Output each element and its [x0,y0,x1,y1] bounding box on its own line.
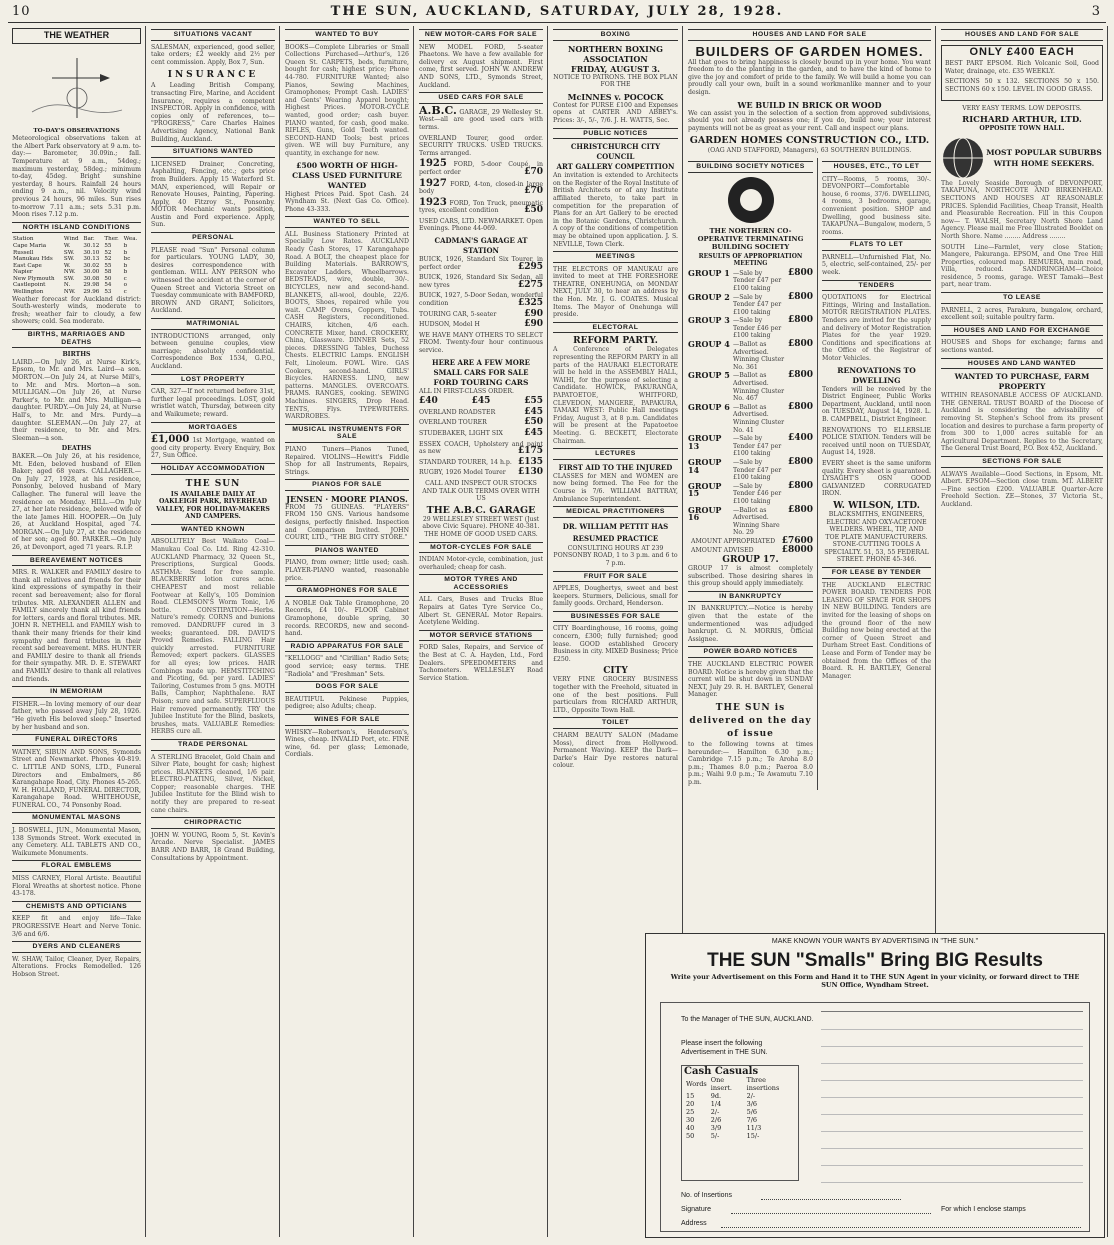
wanted-known-heading: WANTED KNOWN [151,524,275,536]
first-aid-title: FIRST AID TO THE INJURED [558,462,673,472]
insurance-text: A Leading British Company, transacting Fire, Marine, and Accident Insurance, requires a competent INSPECTOR. Apply in confidence, with copies only of references, to— "PROGRESS," Care Charles Haines Advertising Agency, National Bank Building, Auckland. [151,82,275,143]
motor-service-heading: MOTOR SERVICE STATIONS [419,630,543,642]
trade-personal-text: A STERLING Bracelet, Gold Chain and Silver Plate, bought for cash; highest prices. BLANKETS cleaned, 1/6 pair. ELECTRO-PLATING, Silver, Nickel, Copper; reasonable charges. THE Jubilee Institute for the Blind wish to notify they are prepared to re-seat cane chairs. [151,753,275,814]
cash-head-three: Three insertions [746,1076,780,1092]
cadmans-price-3: £325 [517,298,543,309]
car-3-price: £50 [524,205,543,216]
to-lease-heading: TO LEASE [941,292,1103,304]
business-heading: BUSINESSES FOR SALE [553,611,678,623]
please-insert: Please insert the following Advertisement in THE SUN. [681,1040,768,1056]
deaths-text: BAKER.—On July 26, at his residence, Mt. Eden, beloved husband of Ellen Baker; aged 68 years. CALLAGHER.—On July 27, 1928, at his residence, Ponsonby, beloved husband of Mary Callagher. The funeral will leave the residence on Monday. HILL.—On July 27, at her late residence, beloved wife of the late James Hill. HOOPER.—On July 26, at Auckland Hospital, aged 74. MORGAN.—On July 27, at the residence of her son; aged 80. PARKER.—On July 26, at Devonport, aged 71 years. R.I.P. [12,452,141,552]
weather-text: Meteorological observations taken at the Albert Park observatory at 9 a.m. to-day:— Barometer, 30.09in.; fall. Temperature at 9 a.m., 54deg.; maximum yesterday, 58deg.; minimum to-day, 45deg. Bright sunshine yesterday, 8 hours. Rainfall 24 hours ending 9 a.m., nil. Velocity wind previous 24 hours, 96 miles. Sun rises to-morrow 7.11 a.m.; sets 5.31 p.m. Moon rises 7.12 p.m. [12,135,141,219]
wanted-to-buy-text: BOOKS—Complete Libraries or Small Collections Purchased—Arthur's, 126 Queen St. CARPETS, beds, furniture, bought for cash; highest price; Phone 44-780. FURNITURE Wanted; also Pianos, Sewing Machines, Gramophones; Prompt Cash. LADIES' and Gents' Wearing Apparel bought; Highest Prices. MOTOR-CYCLE wanted, good order; cash buyer. PIANO wanted, for cash, good make. RIFLES, Guns, Gold Teeth wanted. SECOND-HAND Tools; best prices given. WE will buy Furniture, any quantity, in exchange for new. [285,43,409,157]
cadmans-footer: WE HAVE MANY OTHERS TO SELECT FROM. Twenty-four hour continuous service. [419,331,543,354]
car-1-price: £70 [524,166,543,177]
forecast-text: Weather forecast for Auckland district: South-westerly winds, moderate to fresh; weather fair to cloudy, a few showers; cold. Sea moderate. [12,295,141,326]
personal-text: PLEASE read "Sun" Personal column for particulars. YOUNG LADY, 30, desires correspondence with gentleman. WILL ANY PERSON who witnessed the accident at the corner of Queen Street and Victoria Street on Tuesday communicate with BAMFORD, BROWN AND GRANT, Solicitors, Auckland. [151,246,276,315]
masthead-title: THE SUN, AUCKLAND, SATURDAY, JULY 28, 1928. [330,4,784,19]
brick-wood-title: WE BUILD IN BRICK OR WOOD [737,99,882,110]
motor-tyres-text: ALL Cars, Buses and Trucks Blue Repairs at Gates Tyre Service Co., Albert St. GENERAL Motor Repairs. Acetylene Welding. [419,596,543,627]
small-price-6: £45 [524,427,543,438]
cash-cell: 5/6 [746,1108,758,1116]
wines-text: WHISKY—Robertson's, Henderson's, Wines, cheap. INVALID Port, etc. FINE wine, 6d. per glass; Lemonade, Cordials. [285,728,409,759]
fruit-text: APPLES, Doughertys, sweet and best keepers. Sturmers, Delicious, small for family goods. Orchard, Henderson. [553,585,678,608]
matrimonial-text: INTRODUCTIONS arranged, only between genuine couples, view marriage; absolutely confidential. Correspondence Box 1534, G.P.O., Auckland. [151,332,275,370]
chiropractic-text: JOHN W. YOUNG, Room 5, St. Kevin's Arcade. Nerve Specialist. JAMES BARR AND BARR, 18 Grand Building, Consultations by Appointment. [151,831,275,862]
address-label: Address [681,1220,707,1227]
group-16: GROUP 16 —Ballot as Advertised. Winning Share No. 29 £800 [688,504,813,537]
sections-sale-heading: SECTIONS FOR SALE [941,456,1103,468]
group-15: GROUP 15 —Sale by Tender £46 per £100 taking £800 [688,480,813,505]
musical-text: PIANO Tuners—Pianos Tuned, Repaired. VIOLINS—Hewitt's Fiddle Shop for all Instruments, Repairs, Strings. [285,445,409,476]
cash-head-words: Words [686,1080,707,1088]
dr-pettit: DR. WILLIAM PETTIT HAS RESUMED PRACTICE [562,521,669,543]
group-3: GROUP 3 —Sale by Tender £46 per £100 taking £800 [688,315,813,340]
matrimonial-heading: MATRIMONIAL [151,318,275,330]
nba-title: NORTHERN BOXING ASSOCIATION [568,43,663,64]
only-text: BEST PART EPSOM. Rich Volcanic Soil, Good Water, drainage, etc. £35 WEEKLY. [945,60,1099,75]
results-title: RESULTS OF APPROPRIATION MEETING [698,252,803,268]
cash-rates [684,1076,796,1140]
subcol-right [818,158,931,790]
cash-cell: 50 [686,1132,695,1140]
group-13: GROUP 13 —Sale by Tender £47 per £100 taking £400 [688,433,813,458]
cash-cell: 2/- [746,1092,756,1100]
houses-land-heading-2: HOUSES AND LAND FOR SALE [941,29,1103,41]
wanted-known-text: ABSOLUTELY Best Waikato Coal—Manukau Coal Co. Ltd. Ring 42-310. AUCKLAND Pharmacy, 32 Queen St., Prescriptions, Surgical Goods. ASTHMA: Send for free sample. BLACKBERRY lotion cures acne. CHEAPEST and most reliable Footwear at Kelly's, 105 Dominion Road. CLEMSON'S Worm Tonic, 1/6 bottle. CONSTIPATION—Herbs. Nature's remedy. CORNS and bunions removed. DANDRUFF cured in 3 weeks; guaranteed. DR. DAVID'S Proved Remedies. FALLING Hair quickly arrested. FURNITURE Removed; expert packers. GLASSES for all eyes; low prices. HAIR Combings made up. HEMSTITCHING and Picoting, 6d. per yard. LADIES' Tailoring, Costumes from 5 gns. MOTH Balls, Camphor, Naphthalene. RAT Poison; sure and safe. SUPERFLUOUS Hair removed permanently. TRY the Jubilee Institute for the Blind, baskets, brushes, mats. VALUABLE Remedies: HERBS cure all. [151,538,275,736]
wanted-to-sell-text: ALL Business Stationery Printed at Specially Low Rates. AUCKLAND Ready Cash Stores, 17 Karangahape Road. A BOLT, the cheapest place for Building Materials. BARROW'S, Excavator Ladders, Wheelbarrows. BEDSTEADS, wire, double, 30/-. BICYCLES, new and second-hand. BLANKETS, all-wool, double, 22/6. BOOTS, Shoes, repaired while you wait. CAMP Ovens, Coppers, Tubs. CASH Registers, reconditioned. CHAIRS, kitchen, 4/6 each. CONCRETE Mixer, hand. CROCKERY, China, Glassware. DINNER Sets, 52 pieces. DRESSING Tables, Duchess Chests. ELECTRIC Lamps. ENGLISH Felt, Linoleum. FOWL Wire. GAS Cookers, second-hand. GIRLS' Bicycles. HARNESS. LINO, new patterns. MANGLES. OVERCOATS. PRAMS. RANGES, cooking. SEWING Machines. SINGERS, Drop Head. TENTS, Flys. TYPEWRITERS. WARDROBES. [285,230,409,421]
chiropractic-heading: CHIROPRACTIC [151,817,275,829]
power-board-text: THE AUCKLAND ELECTRIC POWER BOARD. Notice is hereby given that the current will be shut down in SUNDAY NEXT, July 29. R. H. BARTLEY, General Manager. [688,661,813,699]
cash-casuals-table [681,1065,799,1181]
cadmans-row-4: TOURING CAR, 5-seater £90 [419,308,543,319]
sun-delivered-text: to the following towns at times hereunder:— Hamilton 6.30 p.m.; Cambridge 7.15 p.m.; Te Aroha 8.0 p.m.; Thames 8.0 p.m.; Paeroa 8.0 p.m.; Waihi 9.0 p.m.; Te Awamutu 7.10 p.m. [688,741,813,786]
cadmans-price-5: £90 [524,319,543,330]
to-lease-text: PARNELL, 2 acres, Parakura, bungalow, orchard, excellent soil; suitable poultry farm. [941,306,1103,322]
motor-tyres-heading: MOTOR TYRES AND ACCESSORIES [419,574,543,593]
holiday-heading: HOLIDAY ACCOMMODATION [151,463,275,475]
personal-heading: PERSONAL [151,232,275,244]
page-number-right: 3 [1091,4,1100,19]
new-motor-cars-heading: NEW MOTOR-CARS FOR SALE [419,29,543,41]
coupon-form[interactable] [660,1002,1090,1232]
globe-icon [941,136,985,180]
bereavement-heading: BEREAVEMENT NOTICES [12,555,141,567]
toilet-heading: TOILET [553,717,678,729]
electoral-heading: ELECTORAL [553,322,678,334]
exchange-text: HOUSES and Shops for exchange; farms and sections wanted. [941,339,1103,355]
mortgage-ad: £1,000 1st Mortgage, wanted on good city property. Every Enquiry, Box 27, Sun Office. [151,434,275,460]
car-1-year: 1925 [419,158,447,170]
small-car-2: OVERLAND ROADSTER £45 [419,406,543,417]
weather-vane-icon [12,48,142,122]
cash-cell: 2/6 [710,1116,722,1124]
coupon-subtitle: Write your Advertisement on this Form and Hand it to THE SUN Agent in your vicinity, or forward direct to THE SUN Office, Wyndham Street. [670,973,1080,989]
group-2: GROUP 2 —Sale by Tender £47 per £100 taking £800 [688,291,813,316]
pianos-heading: PIANOS FOR SALE [285,479,409,491]
cadmans-row-3: BUICK, 1927, 5-Door Sedan, wonderful condition £325 [419,292,543,309]
dyers-heading: DYERS AND CLEANERS [12,941,141,953]
sun-delivered-title: THE SUN is delivered on the day of issue [689,703,812,739]
ford-title: FORD TOURING CARS [433,377,529,387]
amount-appropriated: AMOUNT APPROPRIATED £7600 [691,535,813,546]
wines-heading: WINES FOR SALE [285,714,409,726]
coupon-writing-grid[interactable] [821,1011,1083,1181]
cadmans-row-5: HUDSON, Model H £90 [419,319,543,330]
small-price-8: £135 [517,456,543,467]
tenders-text: QUOTATIONS for Electrical Fittings, Wiring and Installation. MOTOR REGISTRATION PLATES. Tenders are invited for the supply and delivery of Motor Registration Plates for the year 1929. Conditions and specifications at the Office of the Registrar of Motor Vehicles. [822,294,931,362]
group-1: GROUP 1 —Sale by Tender £47 per £100 taking £800 [688,267,813,292]
exchange-heading: HOUSES AND LAND FOR EXCHANGE [941,325,1103,337]
boxing-notice: NOTICE TO PATRONS. THE BOX PLAN FOR THE [553,73,678,89]
reform-title: REFORM PARTY. [573,336,658,347]
monumental-text: J. BOSWELL, JUN., Monumental Mason, 138 Symonds Street. Work executed in any Cemetery. ALL TABLETS AND CO., Waikumete Monuments. [12,827,141,857]
small-price-5: £50 [524,417,543,428]
houses-to-let-heading: HOUSES, ETC., TO LET [822,161,931,173]
wanted-situations-text: LICENSED Drainer, Concreting, Asphalting, Fencing, etc.; gets price from Builders. Apply 15 Waterford St. MAN, experienced, will Repair or Renovate Houses, Painting, Papering. Apply, 40 Fitzroy St., Ponsonby. MOTOR Mechanic wants position, Austin and Ford experience. Apply, Sun. [151,160,275,229]
masthead-rule [8,22,1106,23]
northern-society-logo-icon [728,177,774,223]
group-17-text: GROUP 17 is almost completely subscribed. Those desiring shares in this group should apply immediately. [688,565,813,588]
meetings-text: THE ELECTORS OF MANUKAU are invited to meet at THE FORESHORE THEATRE, ONEHUNGA, on MONDAY NEXT, JULY 30, to hear an address by the Hon. Mr. J. G. COATES. Musical Items. The Mayor of Onehunga will preside. [553,265,678,319]
insertions-label: No. of Insertions [681,1192,732,1199]
builders-text: All that goes to bring happiness is closely bound up in your home. You want freedom to do the planting in the garden, and to have the kind of home to give the joy and comfort of pride to the family. We will build a home you can proudly call your own, built in a sound workmanlike manner and to your design. [688,58,931,96]
only-box [941,45,1103,101]
chemists-heading: CHEMISTS AND OPTICIANS [12,901,141,913]
car-3: 1923 FORD, Ton Truck, pneumatic tyres, excellent condition £50 [419,196,543,216]
flats-heading: FLATS TO LET [822,239,931,251]
garden-co-address: (OAG AND STAFFORD, Managers), 63 SOUTHERN BUILDINGS. [707,147,912,155]
todays-observations-heading: TO-DAY'S OBSERVATIONS [33,127,120,134]
new-motor-text: NEW MODEL FORD, 5-seater Phaetons. We have a few available for delivery ex August shipment. First come, first served. JOHN W. ANDREW AND SONS, LTD., Symonds Street, Auckland. [419,43,543,89]
houses-to-let-text: CITY—Rooms, 5 rooms, 30/-. DEVONPORT—Comfortable house, 6 rooms, 37/6. DWELLING, 4 rooms, 3 bedrooms, garage, convenient position. SHOP and Dwelling, good business site. TAKAPUNA—Bungalow, modern, 5 rooms. [822,175,931,236]
observations-table: Station Wind Bar. Ther. Wea. Cape Maria W. 30.12 55 b Russell SW. 30.10 52 b Manukau Hds SW. 30.13 52 bc East Cape W. 30.02 55 b Napier NW. 30.00 58 b New Plymouth SW. 30.08 50 c Castlepoint N. 29.98 54 o Wellington NW. 29.96 53 c [13,236,138,296]
meetings-heading: MEETINGS [553,251,678,263]
two-subcols [688,158,931,790]
suburbs-row [941,136,1103,180]
group-14: GROUP 14 —Sale by Tender £47 per £100 taking £800 [688,456,813,482]
building-society-heading: BUILDING SOCIETY NOTICES [688,161,813,173]
car-1: 1925 FORD, 5-door Coupé, in perfect order £70 [419,158,544,177]
masthead [0,2,1114,20]
cash-cell: 9d. [710,1092,722,1100]
bankruptcy-heading: IN BANKRUPTCY [688,591,813,603]
houses-land-heading: HOUSES AND LAND FOR SALE [688,29,931,41]
enclose-label: For which I enclose stamps [941,1206,1026,1213]
richard-arthur-title: RICHARD ARTHUR, LTD. [962,115,1082,126]
mortgages-heading: MORTGAGES [151,422,275,434]
garden-co-title: GARDEN HOMES CONSTRUCTION CO., LTD. [689,135,930,147]
public-notices-heading: PUBLIC NOTICES [553,128,678,140]
here-are-title: HERE ARE A FEW MORE SMALL CARS FOR SALE [431,357,531,377]
bankruptcy-text: IN BANKRUPTCY.—Notice is hereby given that the estate of the undermentioned was adjudged bankrupt. G. N. MORRIS, Official Assignee. [688,605,813,643]
births-text: LAIRD.—On July 26, at Nurse Kirk's, Epsom, to Mr. and Mrs. Laird—a son. MORTON.—On July 24, at Nurse Mill's, to Mr. and Mrs. Morton—a son. MULLIGAN.—On July 26, at Nurse Parker's, to Mr. and Mrs. Mulligan—a daughter. PURDY.—On July 24, at Nurse Hall's, to Mr. and Mrs. Purdy—a daughter. SLEEMAN.—On July 27, at their residence, to Mr. and Mrs. Sleeman—a son. [12,358,141,442]
wanted-to-sell-heading: WANTED TO SELL [285,216,409,228]
column-1 [8,26,146,1237]
in-memoriam-heading: IN MEMORIAM [12,686,141,698]
used-cars-text: OVERLAND Tourer, good order. SECURITY TRUCKS. USED TRUCKS. Terms arranged. [419,134,543,157]
cash-cell: 20 [686,1100,695,1108]
cash-cell: 30 [686,1116,695,1124]
christchurch-title: CHRISTCHURCH CITY COUNCIL [570,142,661,162]
trade-personal-heading: TRADE PERSONAL [151,739,275,751]
motor-service-text: FORD Sales, Repairs, and Service of the Best at C. A. Hayden, Ltd., Ford Dealers. SPEEDOMETERS and Tachometers. WELLESLEY Road Service Station. [419,644,543,682]
pianos-text: FROM 75 GUINEAS. "PLAYERS" FROM 150 GNS. Various handsome designs, perfectly finished. Inspection and Comparison Invited. JOHN COURT, LTD., "THE BIG CITY STORE." [285,503,409,542]
small-car-3: OVERLAND TOURER £50 [419,417,543,428]
group-4: GROUP 4 —Ballot as Advertised. Winning Cluster No. 361 £800 [688,339,813,371]
dogs-heading: DOGS FOR SALE [285,681,409,693]
wilson-text: BLACKSMITHS, ENGINEERS, ELECTRIC AND OXY-ACETONE WELDERS. WHEEL, TIP, AND TOE PLATE MANUFACTURERS. STONE-CUTTING TOOLS A SPECIALTY. 51, 53, 55 FEDERAL STREET. PHONE 45-346. [824,510,929,564]
column-4 [415,26,548,1237]
small-prices-row [419,398,543,406]
cash-cell: 40 [686,1124,695,1132]
dyers-text: W. SHAW, Tailor, Cleaner, Dyer, Repairs, Alterations. Frocks Remodelled. 126 Hobson Street. [12,955,141,978]
south-line-text: SOUTH Line—Farmlet, very close Station; Mangere, Pakuranga. EPSOM, and One Tree Hill Properties, coloured map. REMUERA, main road, Villa, reduced. SANDRINGHAM—Choice residence, 5 rooms, garage. WEST Tamaki—Best part, near tram. [941,243,1103,289]
farm-wanted-text: WITHIN REASONABLE ACCESS OF AUCKLAND. THE GENERAL TRUST BOARD of the Diocese of Auckland is considering the advisability of removing St. Stephen's School from its present location and desires to purchase a farm property of from 300 to 1,000 acres suitable for an Agricultural Department. Replies to the Secretary, The General Trust Board, P.O. Box 452, Auckland. [941,392,1103,453]
used-cars-note: USED CARS, LTD. NEWMARKET. Open Evenings. Phone 44-069. [419,217,543,233]
builders-title: BUILDERS OF GARDEN HOMES. [695,43,924,59]
sun-smalls-coupon [645,933,1105,1238]
small-price-2: £45 [471,396,491,407]
small-car-4: STUDEBAKER, LIGHT SIX £45 [419,427,543,438]
power-board-heading: POWER BOARD NOTICES [688,646,813,658]
lectures-heading: LECTURES [553,448,678,460]
medical-heading: MEDICAL PRACTITIONERS [553,506,678,518]
small-car-1: ALL IN FIRST-CLASS ORDER. [419,387,515,395]
page-number-left: 10 [12,4,31,19]
bmd-heading: BIRTHS, MARRIAGES AND DEATHS [12,329,141,348]
small-price-4: £45 [524,406,543,417]
wanted-to-buy-heading: WANTED TO BUY [285,29,409,41]
lease-text: THE AUCKLAND ELECTRIC POWER BOARD. TENDERS FOR LEASING OF SPACE FOR SHOPS IN NEW BUILDING. Tenders are invited for the leasing of shops on the ground floor of the new Building now being erected at the corner of Queen Street and Durham Street East. Conditions of Lease and Form of Tender may be obtained from the Offices of the Board. R. H. BARTLEY, General Manager. [822,581,931,680]
north-island-heading: NORTH ISLAND CONDITIONS [12,222,141,234]
car-2: 1927 FORD, 4-ton, closed-in large body £70 [419,177,544,197]
group-17-title: GROUP 17. [722,555,779,566]
mortgage-amount: £1,000 [151,434,190,446]
boxing-heading: BOXING [553,29,678,41]
boxing-date: FRIDAY, AUGUST 3. [571,63,660,74]
cash-cell: 15 [686,1092,695,1100]
car-2-price: £70 [524,186,543,197]
dogs-text: BEAUTIFUL Pekinese Puppies, pedigree; also Adults; cheap. [285,695,409,711]
suburbs-title: MOST POPULAR SUBURBS WITH HOME SEEKERS. [986,147,1102,168]
situations-wanted-heading: SITUATIONS WANTED [151,146,275,158]
art-text: An invitation is extended to Architects on the Register of the Royal Institute of British Architects or of any Institute affiliated thereto, to take part in competition for the preparation of Plans for an Art Gallery to be erected in the Botanic Gardens, Christchurch. A copy of the conditions of competition may be obtained upon application. J. S. NEVILLE, Town Clerk. [553,172,678,248]
cadmans-price-4: £90 [524,308,543,319]
abc-ad: A.B.C. GARAGE, 29 Wellesley St. West—all are good used cars with terms. [419,103,543,131]
renovations-2-text: RENOVATIONS TO ELLERSLIE POLICE STATION. Tenders will be received until noon on TUESDAY, August 14, 1928. [822,426,931,457]
cash-cell: 11/3 [746,1124,762,1132]
signature-label: Signature [681,1206,711,1213]
furniture-text: Highest Prices Paid. Spot Cash. 24 Wyndham St. (Next Gas Co. Office). Phone 43-333. [285,190,409,213]
cadmans-row-2: BUICK, 1926, Standard Six Sedan, all new tyres £275 [419,274,543,290]
fruit-heading: FRUIT FOR SALE [553,571,678,583]
abc-title: A.B.C. [419,103,457,117]
suburbs-text: The Lovely Seaside Borough of DEVONPORT, TAKAPUNA, NORTHCOTE AND BIRKENHEAD. SECTIONS AND HOUSES AT REASONABLE PRICES. Splendid Facilities, Cheap Transit, Health and Pleasurable Recreation. Fill in this Coupon now— T. WALSH, Secretary North Shore Land Agency. Please mail me Free Illustrated Booklet on North Shore. Name ........ Address ........ [941,179,1103,240]
pianos-wanted-heading: PIANOS WANTED [285,545,409,557]
abc-garage-text: 29 WELLESLEY STREET WEST (Just above Civic Square). PHONE 40-381. THE HOME OF GOOD USED CARS. [422,515,540,538]
first-aid-text: CLASSES for MEN and WOMEN are now being formed. The Fee for the Course is 7/6. WILLIAM BATTRAY, Ambulance Superintendent. [553,472,678,503]
city-text: VERY FINE GROCERY BUSINESS together with the Freehold, situated in one of the best positions. Full particulars from RICHARD ARTHUR, LTD., Opposite Town Hall. [553,676,678,714]
jensen-title: JENSEN · MOORE PIANOS. [286,493,408,504]
sections-list: SECTIONS 50 x 132. SECTIONS 50 x 150. SECTIONS 60 x 150. LEVEL IN GOOD GRASS. [945,78,1099,93]
dr-text: CONSULTING HOURS AT 239 PONSONBY ROAD, 1 to 3 p.m. and 6 to 7 p.m. [553,544,678,567]
small-price-3: £55 [524,396,543,407]
coupon-headline: THE SUN "Smalls" Bring BIG Results [707,950,1043,971]
small-car-6: STANDARD TOURER, 14 h.p. £135 [419,456,543,467]
reform-text: A Conference of Delegates representing the REFORM PARTY in all parts of the HAURAKI ELECTORATE will be held in the ASSEMBLY HALL, WAIHI, for the purpose of selecting a Candidate. HOWICK, PAKURANGA, PAPATOETOE, WHITFORD, CLEVEDON, MANGERE, PAPAKURA, TAMAKI WEST: Public Hall meetings Friday, August 3, at 8 p.m. Candidates will be present at the Papatoetoe Meeting. G. BECKETT, Electorate Chairman. [553,346,678,445]
boxing-bout: McINNES v. POCOCK [567,91,664,102]
small-car-5: ESSEX COACH, Upholstery and paint as new £175 [419,440,543,457]
motor-cycles-text: INDIAN Motor-cycle, combination, just overhauled; cheap for cash. [419,556,543,571]
small-price-9: £130 [517,467,543,478]
lost-property-heading: LOST PROPERTY [151,374,275,386]
cadmans-row-1: BUICK, 1926, Standard Six Tourer, in perfect order £295 [419,256,543,272]
vacant-ad-1: SALESMAN, experienced, good seller, take orders; £2 weekly and 2½ per cent commission. Apply, Box 7, Sun. [151,43,275,66]
cash-head-one: One insert. [710,1076,732,1092]
cash-cell: 3/9 [710,1124,722,1132]
weather-heading: THE WEATHER [12,28,141,44]
births-heading: BIRTHS [62,351,91,359]
insurance-heading: INSURANCE [167,70,259,81]
cash-cell: 1/4 [710,1100,722,1108]
cash-cell: 2/- [710,1108,720,1116]
lysaght-text: EVERY sheet is the same uniform quality. Every sheet is guaranteed. LYSAGHT'S OSN GOOD GALVANIZED CORRUGATED IRON. [822,459,931,498]
funeral-text: WATNEY, SIBUN AND SONS, Symonds Street and Newmarket. Phones 40-819. C. LITTLE AND SONS, LTD., Funeral Directors and Embalmers, 86 Karangahape Road, City. Phones 45-265. W. H. HOLLAND, FUNERAL DIRECTOR, Karangahape Road. WHITEHOUSE, FUNERAL CO., 74 Ponsonby Road. [12,748,141,809]
to-manager: To the Manager of THE SUN, AUCKLAND. [681,1016,814,1023]
deaths-heading: DEATHS [61,445,92,453]
pianos-wanted-text: PIANO, from owner; little used; cash. PLAYER-PIANO wanted, reasonable price. [285,559,409,582]
tenders-heading: TENDERS [822,280,931,292]
musical-heading: MUSICAL INSTRUMENTS FOR SALE [285,424,409,443]
brick-wood-text: We can assist you in the selection of a section from approved subdivisions, should you not already possess one; if you do, build now; your interest payments will not be as great as your rent. Call and inspect our plans. [688,109,931,132]
cadmans-price-1: £295 [517,261,543,272]
cash-cell: 5/- [710,1132,720,1140]
art-title: ART GALLERY COMPETITION [556,162,675,172]
group-5: GROUP 5 —Ballot as Advertised. Winning Cluster No. 467 £800 [688,370,813,403]
memoriam-text: FISHER.—In loving memory of our dear father, who passed away July 28, 1926. "He giveth His beloved sleep." Inserted by her husband and son. [12,700,141,731]
boxing-text: Contest for PURSE £100 and Expenses opens at CARTER AND ABBEY's. Prices: 3/-, 5/-, 7/6. J. H. WATTS, Sec. [553,101,678,124]
only-price: ONLY £400 EACH [969,45,1075,58]
toilet-text: CHARM BEAUTY SALON (Madame Moss), direct from Hollywood. Permanent Waving. KEEP the Dark—Darke's Hair Dye restores natural colour. [553,732,678,770]
situations-vacant-heading: SITUATIONS VACANT [151,29,275,41]
business-text: CITY Boardinghouse, 16 rooms, going concern, £300; fully furnished; good lease. GOOD established Grocery Business in city. MIXED Business; Price £250. [553,625,678,663]
abc-garage-title: THE A.B.C. GARAGE [426,504,536,516]
cash-casuals-title: Cash Casuals [684,1066,759,1077]
cadmans-title: CADMAN'S GARAGE AT STATION [434,236,528,256]
renovations-text: Tenders will be received by the District Engineer, Public Works Department, Auckland, until noon on TUESDAY, August 14, 1928. L. B. CAMPBELL, District Engineer. [822,385,931,423]
column-2 [147,26,280,1237]
weather-illustration [12,48,141,122]
easy-terms-text: VERY EASY TERMS. LOW DEPOSITS. [962,104,1082,112]
opposite-town-hall: OPPOSITE TOWN HALL. [979,125,1065,133]
motor-cycles-heading: MOTOR-CYCLES FOR SALE [419,542,543,554]
gramophones-text: A NOBLE Oak Table Gramophone, 20 Records, £4 10/-. FLOOR Cabinet Gramophone, double spring, 30 records. RECORDS, new and second-hand. [285,599,409,638]
furniture-wanted: £500 WORTH OF HIGH-CLASS USED FURNITURE WANTED [292,160,402,190]
wilson-title: W. WILSON, LTD. [833,500,920,511]
column-3 [281,26,414,1237]
bereavement-text: MRS. R. WALKER and FAMILY desire to thank all relatives and friends for their kind expressions of sympathy in their recent sad bereavement; also for floral tributes. MR. ALEXANDER ALLEN and FAMILY sincerely thank all kind friends for letters, cards and floral tributes. MR. JOHN R. NETHELL and FAMILY wish to thank their many friends for their kind sympathy and floral tributes in their recent sad bereavement. MRS. HUNTER and FAMILY desire to thank all friends for their sympathy. MR. D. E. STEWART and FAMILY desire to thank all relatives and friends. [12,569,141,683]
car-3-year: 1923 [419,196,447,208]
insertions-field[interactable] [761,1199,901,1200]
used-cars-heading: USED CARS FOR SALE [419,92,543,104]
radio-heading: RADIO APPARATUS FOR SALE [285,641,409,653]
sections-sale-text: ALWAYS Available—Good Sections, in Epsom, Mt. Albert. EPSOM—Section close tram. MT. ALBERT—Fine section £200. VALUABLE Quarter-Acre Freehold Section. ZE—Stones, 37 Victoria St., Auckland. [941,470,1103,508]
small-price-1: £40 [419,396,438,407]
cash-cell: 25 [686,1108,695,1116]
northern-title: THE NORTHERN CO-OPERATIVE TERMINATING BUILDING SOCIETY [697,226,804,251]
group-6: GROUP 6 —Ballot as Advertised. Winning Cluster No. 41 £800 [688,401,813,434]
lost-text: CAR, 327—If not returned before 31st, further legal proceedings. LOST, gold wristlet watch, Thursday, between city and Waikumete; reward. [151,388,275,418]
floral-heading: FLORAL EMBLEMS [12,860,141,872]
small-car-7: RUGBY, 1926 Model Tourer £130 [419,467,543,478]
call-inspect: CALL AND INSPECT OUR STOCKS AND TALK OUR TERMS OVER WITH US [422,479,540,503]
cash-cell: 7/6 [746,1116,758,1124]
floral-text: MISS CARNEY, Floral Artiste. Beautiful Floral Wreaths at shortest notice. Phone 43-178. [12,875,141,898]
city-title: CITY [603,666,628,677]
cash-cell: 3/6 [746,1100,758,1108]
gramophones-heading: GRAMOPHONES FOR SALE [285,585,409,597]
flats-text: PARNELL—Unfurnished Flat, No. 5, electric, self-contained, 25/- per week. [822,253,931,277]
land-wanted-heading: HOUSES AND LAND WANTED [941,358,1103,370]
subcol-left [688,158,818,790]
renovations-title: RENOVATIONS TO DWELLING [837,365,916,385]
radio-text: "KELLOGG" and "Cirillian" Radio Sets; good service; easy terms. THE "Radiola" and "Freshman" Sets. [285,655,409,678]
cadmans-price-2: £275 [517,279,543,290]
farm-wanted-title: WANTED TO PURCHASE, FARM PROPERTY [954,372,1090,392]
address-field[interactable] [721,1227,1081,1228]
small-price-7: £175 [517,446,543,457]
chemists-text: KEEP fit and enjoy life—Take PROGRESSIVE Heart and Nerve Tonic. 3/6 and 6/6. [12,915,141,938]
lease-heading: FOR LEASE BY TENDER [822,567,931,579]
coupon-top-line: MAKE KNOWN YOUR WANTS BY ADVERTISING IN "THE SUN." [771,938,979,945]
sun-available-text: IS AVAILABLE DAILY AT OAKLEIGH PARK, RIVERHEAD VALLEY, FOR HOLIDAY-MAKERS AND CAMPERS. [156,490,270,521]
car-2-year: 1927 [419,177,447,189]
monumental-heading: MONUMENTAL MASONS [12,812,141,824]
sun-available-title: THE SUN [185,478,241,489]
signature-field[interactable] [731,1213,931,1214]
amount-advised: AMOUNT ADVISED £8000 [691,544,813,555]
cash-cell: 15/- [746,1132,760,1140]
funeral-heading: FUNERAL DIRECTORS [12,734,141,746]
